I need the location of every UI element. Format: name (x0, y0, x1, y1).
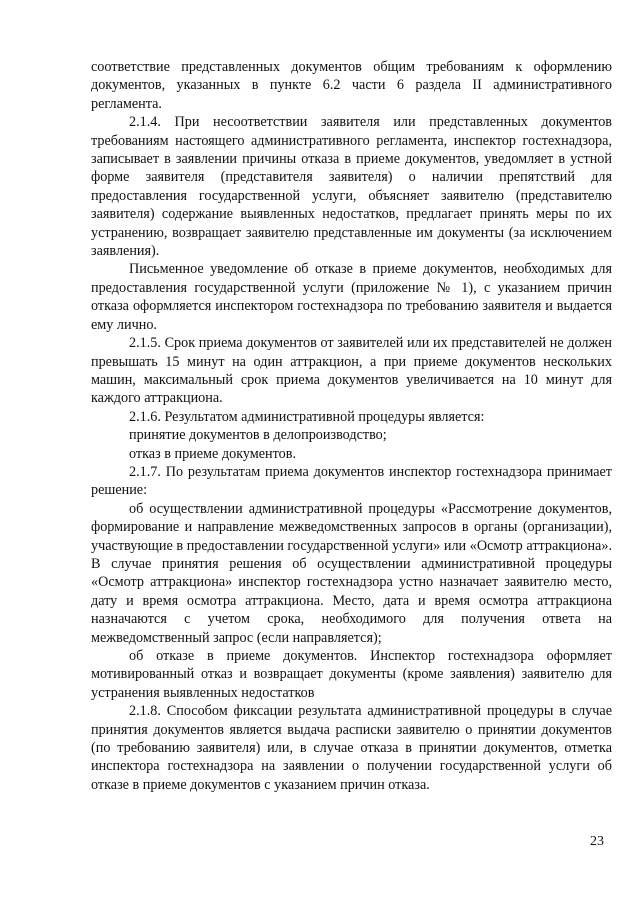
body-text (91, 58, 612, 794)
paragraph-2-1-8: 2.1.8. Способом фиксации результата административной процедуры в случае принятия документов является выдача расписки заявителю о принятии документов (по требованию заявителя) или, в случае отказа в принятии документов, отметка инспектора гостехнадзора на заявлении о получении государственной услуги об отказе в приеме документов с указанием причин отказа. (91, 703, 612, 793)
paragraph-decision-proceed: об осуществлении административной процедуры «Рассмотрение документов, формирование и направление межведомственных запросов в органы (организации), участвующие в предоставлении государственной услуги» или «Осмотр аттракциона». В случае принятия решения об осуществлении административной процедуры «Осмотр аттракциона» инспектор гостехнадзора устно назначает заявителю место, дату и время осмотра аттракциона. Место, дата и время осмотра аттракциона назначаются с учетом срока, необходимого для получения ответа на межведомственный запрос (если направляется); (91, 500, 612, 646)
paragraph-2-1-6: 2.1.6. Результатом административной процедуры является: (129, 408, 485, 425)
paragraph-result-refuse: отказ в приеме документов. (129, 445, 297, 462)
paragraph-2-1-5: 2.1.5. Срок приема документов от заявителей или их представителей не должен превышать 15 минут на один аттракцион, а при приеме документов нескольких машин, максимальный срок приема документов увеличивается на 10 минут для каждого аттракциона. (91, 335, 612, 407)
paragraph-continuation: соответствие представленных документов общим требованиям к оформлению документов, указанных в пункте 6.2 части 6 раздела II административного регламента. (91, 59, 612, 112)
paragraph-decision-refuse: об отказе в приеме документов. Инспектор гостехнадзора оформляет мотивированный отказ и возвращает документы (кроме заявления) заявителю для устранения выявленных недостатков (91, 648, 612, 701)
paragraph-2-1-7: 2.1.7. По результатам приема документов инспектор гостехнадзора принимает решение: (91, 463, 612, 499)
page-number: 23 (590, 834, 604, 849)
paragraph-2-1-4: 2.1.4. При несоответствии заявителя или представленных документов требованиям настоящего административного регламента, инспектор гостехнадзора, записывает в заявлении причины отказа в приеме документов, уведомляет в устной форме заявителя (представителя заявителя) о наличии препятствий для предоставления государственной услуги, объясняет заявителю (представителю заявителя) содержание выявленных недостатков, предлагает принять меры по их устранению, возвращает заявителю представленные им документы (за исключением заявления). (91, 114, 612, 260)
paragraph-result-accept: принятие документов в делопроизводство; (129, 427, 387, 444)
paragraph-written-notice: Письменное уведомление об отказе в приеме документов, необходимых для предоставления государственной услуги (приложение № 1), с указанием причин отказа оформляется инспектором гостехнадзора по требованию заявителя и выдается ему лично. (91, 261, 612, 333)
